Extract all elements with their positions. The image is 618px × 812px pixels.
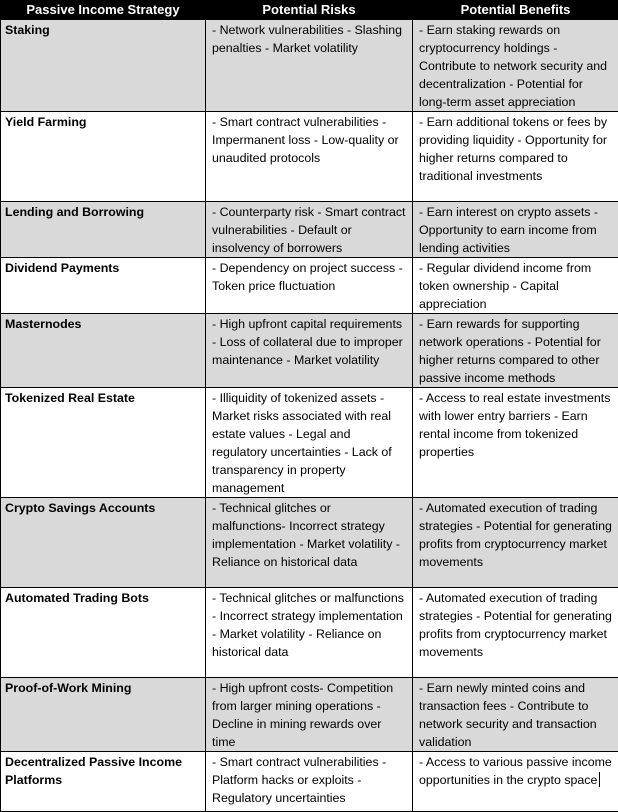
- risks-cell: - Smart contract vulnerabilities - Platform hacks or exploits - Regulatory uncertainties: [206, 752, 413, 812]
- risks-cell: - Technical glitches or malfunctions - Incorrect strategy implementation - Market volatility - Reliance on historical data: [206, 588, 413, 678]
- risks-cell: - High upfront capital requirements - Loss of collateral due to improper maintenance - Market volatility: [206, 314, 413, 388]
- table-row: [1, 202, 618, 258]
- benefits-cell: - Automated execution of trading strategies - Potential for generating profits from cryptocurrency market movements: [413, 588, 618, 678]
- table-row: [1, 388, 618, 498]
- table-row: [1, 258, 618, 314]
- header-benefits: Potential Benefits: [413, 1, 618, 20]
- risks-cell: - Technical glitches or malfunctions- Incorrect strategy implementation - Market volatility - Reliance on historical data: [206, 498, 413, 588]
- table-row: [1, 588, 618, 678]
- strategy-cell: Dividend Payments: [1, 258, 206, 314]
- table-row: [1, 752, 618, 812]
- benefits-cell: - Earn staking rewards on cryptocurrency holdings - Contribute to network security and decentralization - Potential for long-term asset appreciation: [413, 20, 618, 112]
- benefits-cell: - Access to real estate investments with lower entry barriers - Earn rental income from tokenized properties: [413, 388, 618, 498]
- strategy-cell: Masternodes: [1, 314, 206, 388]
- risks-cell: - Network vulnerabilities - Slashing penalties - Market volatility: [206, 20, 413, 112]
- benefits-cell: - Automated execution of trading strategies - Potential for generating profits from cryptocurrency market movements: [413, 498, 618, 588]
- risks-cell: - Illiquidity of tokenized assets - Market risks associated with real estate values - Legal and regulatory uncertainties - Lack of transparency in property management: [206, 388, 413, 498]
- editable-benefits-cell[interactable]: [413, 752, 618, 812]
- table-row: [1, 20, 618, 112]
- strategy-cell: Tokenized Real Estate: [1, 388, 206, 498]
- benefits-cell: - Earn additional tokens or fees by providing liquidity - Opportunity for higher returns compared to traditional investments: [413, 112, 618, 202]
- risks-cell: - High upfront costs- Competition from larger mining operations - Decline in mining rewards over time: [206, 678, 413, 752]
- table-row: [1, 498, 618, 588]
- header-strategy: Passive Income Strategy: [1, 1, 206, 20]
- benefits-cell: - Earn newly minted coins and transaction fees - Contribute to network security and transaction validation: [413, 678, 618, 752]
- header-row: [1, 1, 618, 20]
- risks-cell: - Smart contract vulnerabilities - Impermanent loss - Low-quality or unaudited protocols: [206, 112, 413, 202]
- header-risks: Potential Risks: [206, 1, 413, 20]
- benefits-cell: - Regular dividend income from token ownership - Capital appreciation: [413, 258, 618, 314]
- strategy-cell: Proof-of-Work Mining: [1, 678, 206, 752]
- risks-cell: - Counterparty risk - Smart contract vulnerabilities - Default or insolvency of borrowers: [206, 202, 413, 258]
- strategy-cell: Yield Farming: [1, 112, 206, 202]
- table-row: [1, 112, 618, 202]
- strategy-cell: Automated Trading Bots: [1, 588, 206, 678]
- benefits-cell: - Earn interest on crypto assets - Opportunity to earn income from lending activities: [413, 202, 618, 258]
- strategy-cell: Lending and Borrowing: [1, 202, 206, 258]
- table-row: [1, 678, 618, 752]
- text-cursor: [599, 772, 600, 787]
- benefits-cell-text: - Access to various passive income opportunities in the crypto space: [419, 755, 612, 787]
- strategy-cell: Decentralized Passive Income Platforms: [1, 752, 206, 812]
- table-row: [1, 314, 618, 388]
- benefits-cell: - Earn rewards for supporting network operations - Potential for higher returns compared to other passive income methods: [413, 314, 618, 388]
- risks-cell: - Dependency on project success - Token price fluctuation: [206, 258, 413, 314]
- strategy-cell: Staking: [1, 20, 206, 112]
- strategy-cell: Crypto Savings Accounts: [1, 498, 206, 588]
